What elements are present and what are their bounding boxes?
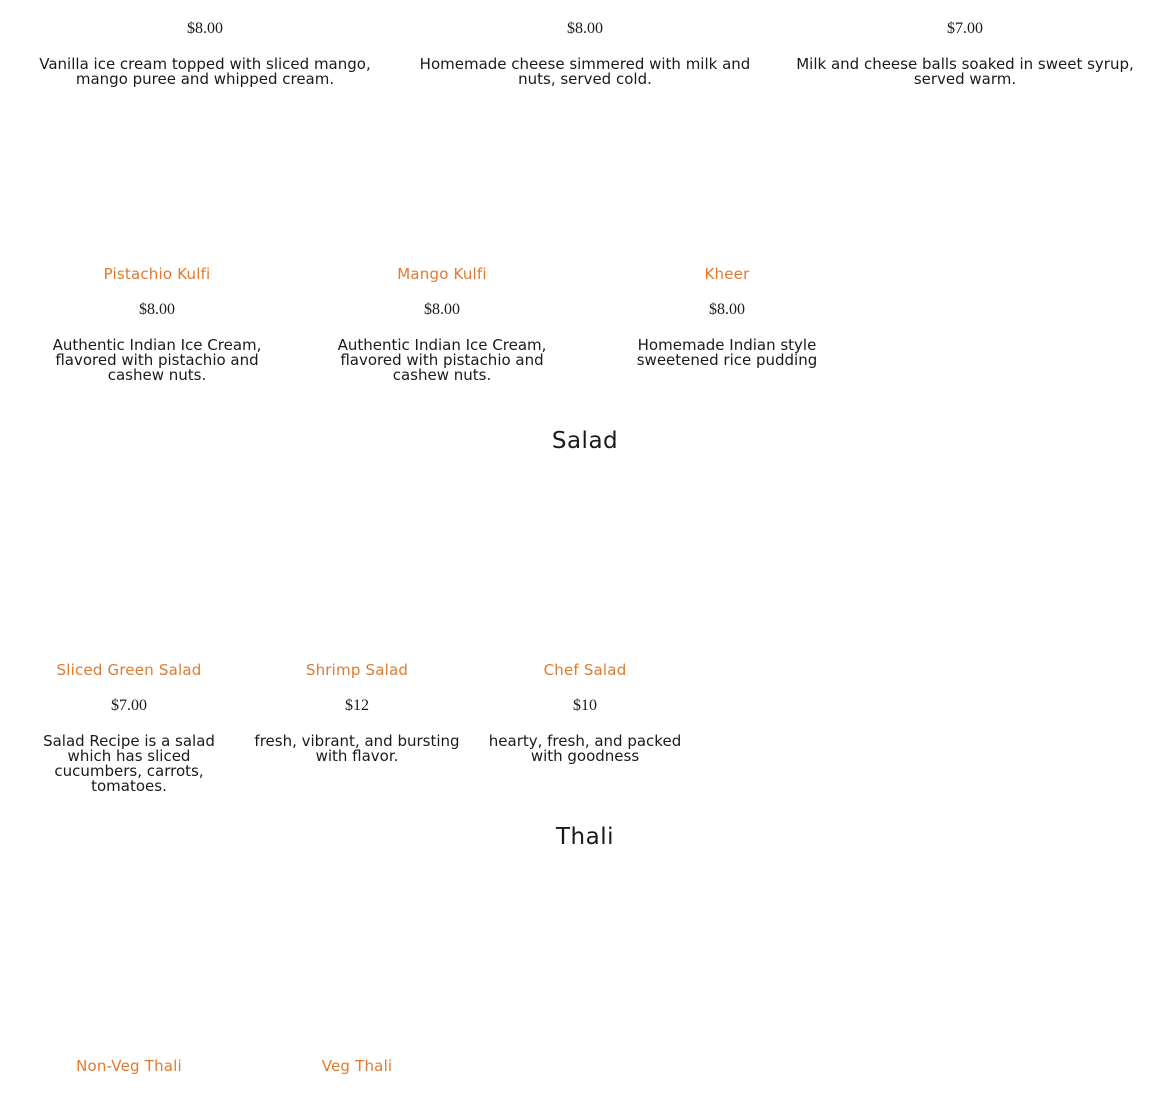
menu-item — [252, 661, 462, 791]
item-name-link[interactable]: Veg Thali — [321, 1057, 393, 1075]
menu-item — [24, 661, 234, 795]
item-price: $12 — [345, 697, 369, 714]
menu-item — [597, 265, 857, 395]
item-name-link[interactable]: Kheer — [704, 265, 750, 283]
item-price: $8.00 — [709, 301, 745, 318]
menu-item — [252, 1057, 462, 1087]
item-description: Salad Recipe is a salad which has sliced cucumbers, carrots, tomatoes. — [43, 732, 215, 795]
item-description: hearty, fresh, and packed with goodness — [488, 732, 682, 765]
item-price: $7.00 — [111, 697, 147, 714]
item-name-link[interactable]: Mango Kulfi — [397, 265, 487, 283]
menu-item — [795, 0, 1135, 95]
item-price: $7.00 — [947, 20, 983, 37]
menu-item — [27, 265, 287, 395]
item-price: $8.00 — [424, 301, 460, 318]
item-description: Homemade cheese simmered with milk and nuts, served cold. — [419, 55, 751, 88]
item-name-link[interactable]: Shrimp Salad — [305, 661, 409, 679]
section-title-salad: Salad — [551, 428, 619, 454]
item-name-link[interactable]: Sliced Green Salad — [56, 661, 202, 679]
item-name-link[interactable]: Pistachio Kulfi — [103, 265, 211, 283]
menu-item — [24, 1057, 234, 1087]
item-name-link[interactable]: Non-Veg Thali — [76, 1057, 182, 1075]
item-price: $8.00 — [567, 20, 603, 37]
item-price: $8.00 — [139, 301, 175, 318]
menu-item — [312, 265, 572, 395]
section-title-thali: Thali — [555, 824, 614, 850]
item-description: Authentic Indian Ice Cream, flavored with pistachio and cashew nuts. — [337, 336, 547, 384]
menu-item — [485, 661, 685, 791]
item-description: Authentic Indian Ice Cream, flavored with pistachio and cashew nuts. — [52, 336, 262, 384]
menu-item — [400, 0, 770, 95]
item-price: $8.00 — [187, 20, 223, 37]
item-price: $10 — [573, 697, 597, 714]
item-description: fresh, vibrant, and bursting with flavor. — [254, 732, 460, 765]
item-description: Milk and cheese balls soaked in sweet syrup, served warm. — [796, 55, 1134, 88]
menu-item — [30, 0, 380, 95]
item-name-link[interactable]: Chef Salad — [543, 661, 627, 679]
item-description: Homemade Indian style sweetened rice pudding — [636, 336, 818, 369]
item-description: Vanilla ice cream topped with sliced mango, mango puree and whipped cream. — [39, 55, 371, 88]
